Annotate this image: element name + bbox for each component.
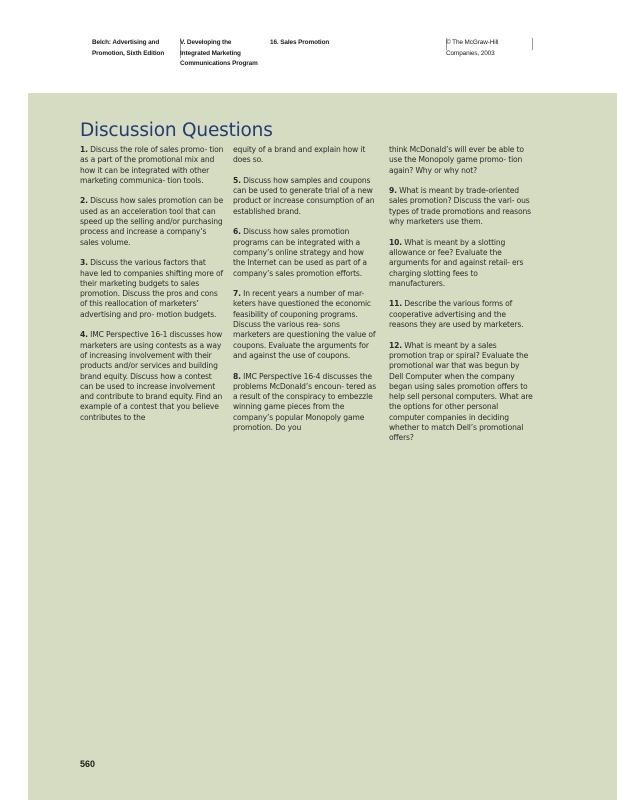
question: [389, 186, 533, 227]
header-copyright: [446, 38, 532, 59]
question-number: 6.: [233, 227, 241, 237]
question: [233, 289, 377, 361]
question-text: What is meant by a slotting allowance or fee? Evaluate the arguments for and against retail- ers charging slotting fees to manufacturers.: [389, 237, 524, 288]
question: [389, 238, 533, 289]
question: [80, 258, 224, 320]
question-text: Discuss the role of sales promo- tion as a part of the promotional mix and how it can be integrated with other marketing communica- tion tools.: [80, 145, 224, 185]
question-text: What is meant by trade-oriented sales promotion? Discuss the vari- ous types of trade promotions and reasons why marketers use them.: [389, 186, 531, 227]
question-number: 10.: [389, 237, 403, 247]
question: [233, 176, 377, 217]
header-line: V. Developing the: [180, 39, 232, 46]
question-text: IMC Perspective 16-1 discusses how marketers are using contests as a way of increasing involvement with their products and/or services and building brand equity. Discuss how a contest can be used to increase involvement and contribute to brand equity. Find an example of a contest that you believe contributes to the: [80, 330, 223, 422]
question-continued: [389, 145, 533, 176]
question-text: What is meant by a sales promotion trap or spiral? Evaluate the promotional war that was begun by Dell Computer when the company began using sales promotion offers to help sell personal computers. What are the options for other personal computer companies in deciding whether to match Dell’s promotional offers?: [389, 340, 533, 443]
question-continued: [233, 145, 377, 166]
header-line: Companies, 2003: [446, 49, 495, 57]
question: [80, 145, 224, 186]
header-book-title: [92, 38, 180, 59]
question-text: Describe the various forms of cooperative advertising and the reasons they are used by marketers.: [389, 299, 524, 330]
question: [233, 372, 377, 434]
header-chapter: 16. Sales Promotion: [270, 39, 330, 46]
question-number: 7.: [233, 289, 241, 299]
question: [389, 341, 533, 444]
questions-column-right: [389, 145, 533, 454]
header-line: Communications Program: [180, 60, 258, 67]
running-header: [84, 38, 532, 78]
question: [80, 330, 224, 423]
question-number: 11.: [389, 299, 403, 309]
question-number: 5.: [233, 175, 241, 185]
header-line: Belch: Advertising and: [92, 39, 160, 46]
question: [389, 299, 533, 330]
question-number: 1.: [80, 145, 88, 154]
header-part: [180, 38, 270, 70]
question-text: think McDonald’s will ever be able to use the Monopoly game promo- tion again? Why or why not?: [389, 145, 524, 175]
question-number: 9.: [389, 186, 397, 196]
question-number: 4.: [80, 330, 88, 340]
question-text: Discuss how sales promotion can be used as an acceleration tool that can speed up the selling and/or purchasing process and increase a company’s sales volume.: [80, 196, 224, 247]
question-text: Discuss how sales promotion programs can be integrated with a company’s online strategy and how the Internet can be used as part of a company’s sales promotion efforts.: [233, 227, 367, 278]
question-text: Discuss how samples and coupons can be used to generate trial of a new product or increase consumption of an established brand.: [233, 175, 375, 216]
header-divider: [532, 38, 533, 50]
question: [233, 227, 377, 278]
question-text: In recent years a number of mar- keters have questioned the economic feasibility of couponing programs. Discuss the various rea- sons marketers are questioning the value of coupons. Evaluate the arguments for and against the use of coupons.: [233, 289, 376, 360]
question-text: equity of a brand and explain how it does so.: [233, 145, 366, 165]
header-line: Promotion, Sixth Edition: [92, 49, 165, 57]
question-text: Discuss the various factors that have led to companies shifting more of their marketing budgets to sales promotion. Discuss the pros and cons of this reallocation of marketers’ advertising and pro- motion budgets.: [80, 258, 224, 319]
question-number: 12.: [389, 340, 403, 350]
question-text: IMC Perspective 16-4 discusses the problems McDonald’s encoun- tered as a result of the conspiracy to embezzle winning game pieces from the company’s popular Monopoly game promotion. Do you: [233, 371, 376, 433]
question: [80, 196, 224, 247]
question-number: 2.: [80, 196, 88, 206]
question-number: 3.: [80, 258, 88, 268]
section-title: Discussion Questions: [80, 120, 273, 141]
header-line: © The McGraw-Hill: [446, 39, 499, 46]
page-number: 560: [80, 759, 96, 769]
questions-column-left: [80, 145, 224, 433]
questions-column-middle: [233, 145, 377, 444]
question-number: 8.: [233, 371, 241, 381]
header-line: Integrated Marketing: [180, 49, 241, 57]
